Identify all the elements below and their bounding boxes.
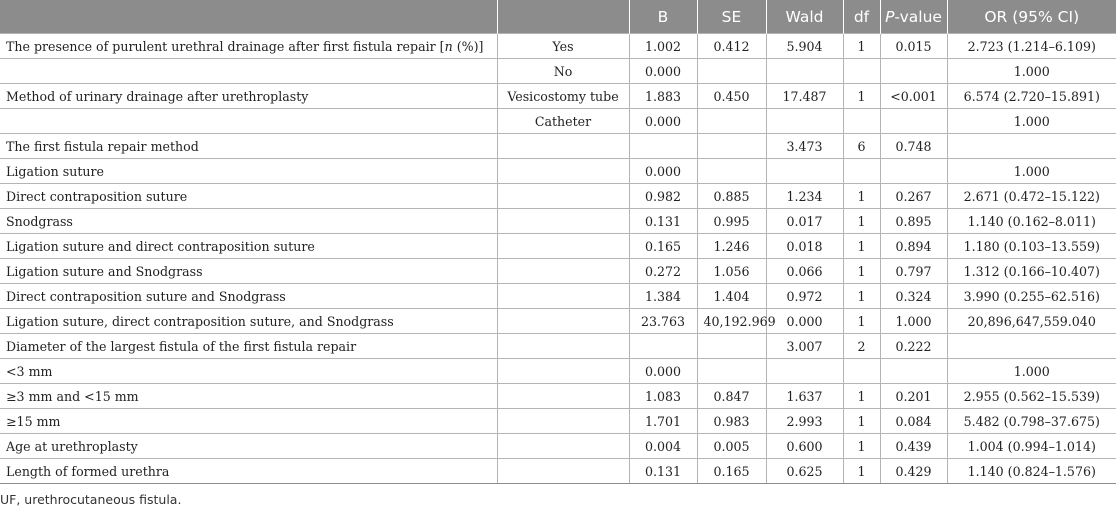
cell-p-value: 0.439 (880, 434, 947, 459)
cell-p-value: 0.429 (880, 459, 947, 484)
cell-df (843, 109, 880, 134)
table-footnote: UF, urethrocutaneous fistula. (0, 492, 182, 507)
cell-b: 23.763 (629, 309, 697, 334)
cell-se: 0.165 (697, 459, 766, 484)
cell-b: 0.272 (629, 259, 697, 284)
cell-variable: Direct contraposition suture (0, 184, 497, 209)
cell-or: 1.312 (0.166–10.407) (947, 259, 1116, 284)
cell-category: Vesicostomy tube (497, 84, 629, 109)
cell-b: 0.000 (629, 359, 697, 384)
header-se: SE (697, 0, 766, 34)
cell-or: 2.671 (0.472–15.122) (947, 184, 1116, 209)
cell-or: 1.000 (947, 159, 1116, 184)
cell-wald: 0.066 (766, 259, 843, 284)
cell-or: 1.180 (0.103–13.559) (947, 234, 1116, 259)
cell-b: 1.083 (629, 384, 697, 409)
cell-b (629, 334, 697, 359)
cell-b: 0.000 (629, 159, 697, 184)
cell-wald (766, 109, 843, 134)
cell-b: 1.384 (629, 284, 697, 309)
cell-df: 1 (843, 434, 880, 459)
cell-p-value: 0.748 (880, 134, 947, 159)
table-row (0, 359, 1116, 384)
table-row (0, 334, 1116, 359)
cell-or: 1.000 (947, 59, 1116, 84)
cell-variable: Snodgrass (0, 209, 497, 234)
cell-se: 0.983 (697, 409, 766, 434)
cell-se (697, 59, 766, 84)
cell-b: 1.883 (629, 84, 697, 109)
cell-category (497, 384, 629, 409)
cell-df (843, 159, 880, 184)
header-variable (0, 0, 497, 34)
cell-category (497, 409, 629, 434)
cell-p-value: <0.001 (880, 84, 947, 109)
table-row (0, 384, 1116, 409)
cell-df: 1 (843, 184, 880, 209)
cell-variable: The first fistula repair method (0, 134, 497, 159)
cell-df: 2 (843, 334, 880, 359)
cell-category (497, 309, 629, 334)
cell-wald: 0.600 (766, 434, 843, 459)
table-row (0, 209, 1116, 234)
cell-or: 1.140 (0.162–8.011) (947, 209, 1116, 234)
cell-se: 1.056 (697, 259, 766, 284)
cell-p-value: 0.894 (880, 234, 947, 259)
cell-wald: 3.473 (766, 134, 843, 159)
cell-wald: 0.017 (766, 209, 843, 234)
table-row (0, 409, 1116, 434)
cell-category (497, 159, 629, 184)
cell-category (497, 359, 629, 384)
cell-p-value: 1.000 (880, 309, 947, 334)
cell-b: 1.002 (629, 34, 697, 59)
cell-variable: Diameter of the largest fistula of the first fistula repair (0, 334, 497, 359)
cell-category (497, 259, 629, 284)
cell-se (697, 134, 766, 159)
cell-category: Catheter (497, 109, 629, 134)
table-row (0, 234, 1116, 259)
header-or: OR (95% CI) (947, 0, 1116, 34)
cell-category (497, 209, 629, 234)
header-category (497, 0, 629, 34)
cell-p-value (880, 109, 947, 134)
cell-df: 1 (843, 284, 880, 309)
cell-variable: Age at urethroplasty (0, 434, 497, 459)
cell-variable: ≥3 mm and <15 mm (0, 384, 497, 409)
cell-df: 1 (843, 34, 880, 59)
cell-se: 0.995 (697, 209, 766, 234)
cell-variable: Direct contraposition suture and Snodgrass (0, 284, 497, 309)
cell-se: 0.847 (697, 384, 766, 409)
cell-p-value (880, 59, 947, 84)
cell-wald: 0.625 (766, 459, 843, 484)
table-row (0, 309, 1116, 334)
cell-b: 0.982 (629, 184, 697, 209)
header-p-value: P-value (880, 0, 947, 34)
cell-wald: 5.904 (766, 34, 843, 59)
cell-variable (0, 109, 497, 134)
cell-wald: 3.007 (766, 334, 843, 359)
cell-or: 5.482 (0.798–37.675) (947, 409, 1116, 434)
cell-wald: 0.018 (766, 234, 843, 259)
cell-df: 1 (843, 259, 880, 284)
cell-category (497, 459, 629, 484)
cell-category: Yes (497, 34, 629, 59)
table-row (0, 84, 1116, 109)
cell-se (697, 359, 766, 384)
cell-p-value (880, 359, 947, 384)
cell-wald: 1.234 (766, 184, 843, 209)
cell-or: 1.000 (947, 109, 1116, 134)
cell-b: 0.000 (629, 59, 697, 84)
cell-variable: The presence of purulent urethral drainage after first fistula repair [n (%)] (0, 34, 497, 59)
cell-se: 1.404 (697, 284, 766, 309)
cell-se: 40,192.969 (697, 309, 766, 334)
cell-p-value: 0.324 (880, 284, 947, 309)
cell-wald: 17.487 (766, 84, 843, 109)
cell-or: 3.990 (0.255–62.516) (947, 284, 1116, 309)
cell-category: No (497, 59, 629, 84)
cell-p-value (880, 159, 947, 184)
cell-df: 1 (843, 459, 880, 484)
header-b: B (629, 0, 697, 34)
table-header-row (0, 0, 1116, 34)
cell-p-value: 0.015 (880, 34, 947, 59)
table-row (0, 59, 1116, 84)
cell-df: 6 (843, 134, 880, 159)
cell-se (697, 334, 766, 359)
cell-wald: 1.637 (766, 384, 843, 409)
cell-se: 0.005 (697, 434, 766, 459)
table-row (0, 134, 1116, 159)
table-row (0, 284, 1116, 309)
cell-or: 2.723 (1.214–6.109) (947, 34, 1116, 59)
cell-df (843, 59, 880, 84)
cell-se: 0.885 (697, 184, 766, 209)
cell-p-value: 0.084 (880, 409, 947, 434)
cell-df: 1 (843, 234, 880, 259)
cell-df: 1 (843, 309, 880, 334)
cell-b: 0.004 (629, 434, 697, 459)
cell-se: 0.412 (697, 34, 766, 59)
cell-se (697, 109, 766, 134)
cell-df (843, 359, 880, 384)
cell-or: 1.140 (0.824–1.576) (947, 459, 1116, 484)
table-row (0, 184, 1116, 209)
header-wald: Wald (766, 0, 843, 34)
cell-or: 2.955 (0.562–15.539) (947, 384, 1116, 409)
cell-or: 1.000 (947, 359, 1116, 384)
cell-df: 1 (843, 84, 880, 109)
cell-or (947, 134, 1116, 159)
cell-or: 6.574 (2.720–15.891) (947, 84, 1116, 109)
cell-or: 20,896,647,559.040 (947, 309, 1116, 334)
cell-category (497, 334, 629, 359)
table-row (0, 159, 1116, 184)
cell-category (497, 134, 629, 159)
header-df: df (843, 0, 880, 34)
cell-b: 0.165 (629, 234, 697, 259)
cell-variable: Ligation suture and direct contraposition suture (0, 234, 497, 259)
cell-b: 0.131 (629, 209, 697, 234)
table-row (0, 34, 1116, 59)
cell-se (697, 159, 766, 184)
cell-category (497, 234, 629, 259)
cell-or: 1.004 (0.994–1.014) (947, 434, 1116, 459)
cell-wald: 2.993 (766, 409, 843, 434)
cell-p-value: 0.222 (880, 334, 947, 359)
cell-wald: 0.972 (766, 284, 843, 309)
cell-b (629, 134, 697, 159)
cell-wald (766, 359, 843, 384)
cell-category (497, 184, 629, 209)
cell-variable: Ligation suture, direct contraposition suture, and Snodgrass (0, 309, 497, 334)
cell-df: 1 (843, 384, 880, 409)
cell-b: 0.000 (629, 109, 697, 134)
table-row (0, 259, 1116, 284)
cell-b: 0.131 (629, 459, 697, 484)
cell-p-value: 0.797 (880, 259, 947, 284)
table-row (0, 459, 1116, 484)
cell-category (497, 434, 629, 459)
cell-or (947, 334, 1116, 359)
cell-se: 0.450 (697, 84, 766, 109)
cell-variable: Ligation suture (0, 159, 497, 184)
cell-variable: Length of formed urethra (0, 459, 497, 484)
cell-df: 1 (843, 409, 880, 434)
cell-variable: ≥15 mm (0, 409, 497, 434)
cell-wald (766, 159, 843, 184)
cell-df: 1 (843, 209, 880, 234)
cell-variable: Method of urinary drainage after urethroplasty (0, 84, 497, 109)
cell-variable: Ligation suture and Snodgrass (0, 259, 497, 284)
cell-b: 1.701 (629, 409, 697, 434)
cell-wald (766, 59, 843, 84)
cell-category (497, 284, 629, 309)
cell-p-value: 0.267 (880, 184, 947, 209)
cell-p-value: 0.895 (880, 209, 947, 234)
table-row (0, 434, 1116, 459)
cell-se: 1.246 (697, 234, 766, 259)
cell-variable: <3 mm (0, 359, 497, 384)
table-row (0, 109, 1116, 134)
cell-p-value: 0.201 (880, 384, 947, 409)
cell-variable (0, 59, 497, 84)
cell-wald: 0.000 (766, 309, 843, 334)
